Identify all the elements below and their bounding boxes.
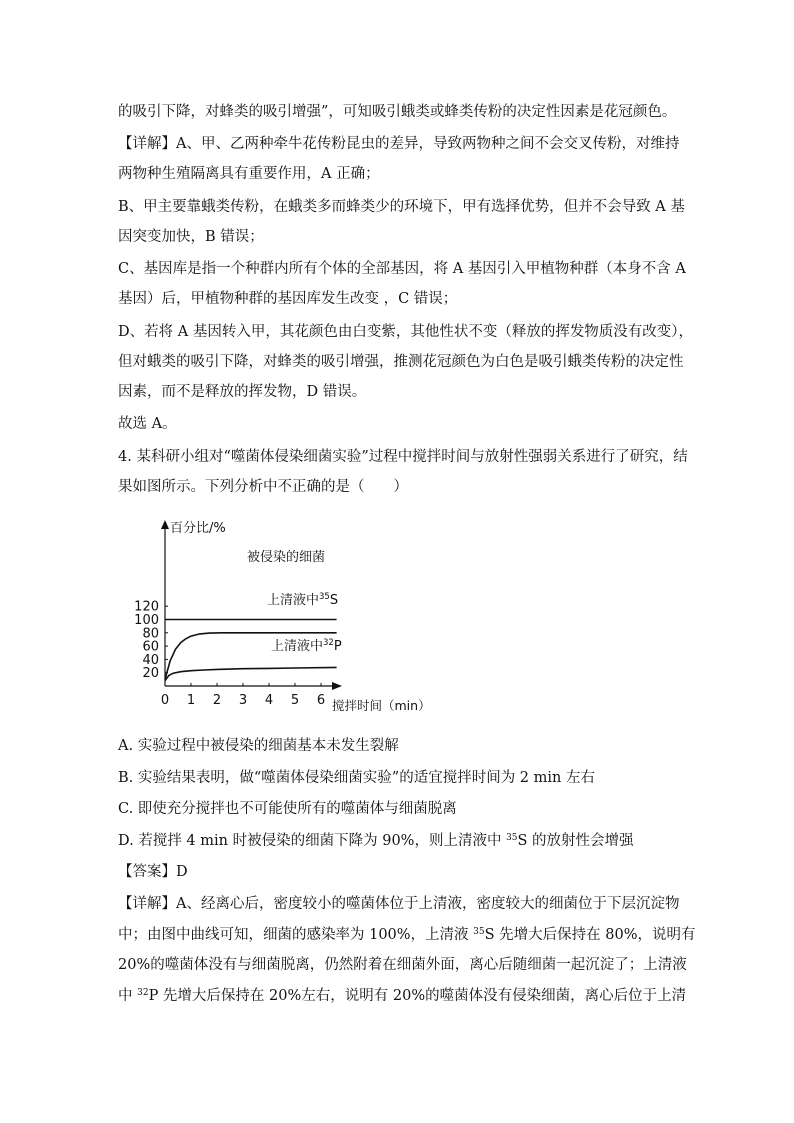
- explanation-line: 20%的噬菌体没有与细菌脱离，仍然附着在细菌外面，离心后随细菌一起沉淀了；上清液: [118, 957, 687, 973]
- option-d-text: D. 若搅拌 4 min 时被侵染的细菌下降为 90%，则上清液中: [118, 833, 507, 849]
- paragraph-line: 因突变加快，B 错误；: [118, 229, 264, 245]
- series-label-infected-bacteria: 被侵染的细菌: [247, 550, 326, 565]
- paragraph-line: B、甲主要靠蛾类传粉，在蛾类多而蜂类少的环境下，甲有选择优势，但并不会导致 A 基: [118, 199, 685, 215]
- y-axis-arrow: [161, 520, 169, 529]
- explanation-text-end: S 先增大后保持在 80%，说明有: [484, 927, 696, 943]
- y-tick-label: 100: [134, 613, 159, 628]
- option-c: C. 即使充分搅拌也不可能使所有的噬菌体与细菌脱离: [118, 801, 457, 817]
- explanation-line: [118, 986, 686, 1006]
- isotope-mass-number: 35: [506, 833, 518, 843]
- detail-heading-line: 【详解】A、甲、乙两种牵牛花传粉昆虫的差异，导致两物种之间不会交叉传粉，对维持: [118, 136, 680, 152]
- question-stem-line: 果如图所示。下列分析中不正确的是（ ）: [118, 479, 408, 495]
- y-axis-title: 百分比/%: [170, 521, 226, 536]
- x-tick-label: 5: [290, 693, 300, 708]
- y-tick-label: 20: [142, 666, 159, 682]
- x-tick-label: 4: [264, 693, 274, 708]
- series-supernatant-32p: [165, 667, 337, 680]
- paragraph-line: 因素，而不是释放的挥发物，D 错误。: [118, 384, 367, 400]
- y-tick-label: 60: [142, 639, 159, 655]
- explanation-line: [118, 925, 696, 945]
- x-tick-label: 1: [186, 693, 196, 708]
- option-b: B. 实验结果表明，做“噬菌体侵染细菌实验”的适宜搅拌时间为 2 min 左右: [118, 770, 595, 786]
- x-axis-title: 搅拌时间（min）: [332, 698, 431, 713]
- paragraph-line: 的吸引下降，对蜂类的吸引增强”，可知吸引蛾类或蜂类传粉的决定性因素是花冠颜色。: [118, 104, 677, 120]
- isotope-mass-number: 35: [473, 927, 485, 937]
- paragraph-line: 两物种生殖隔离具有重要作用，A 正确；: [118, 166, 380, 182]
- paragraph-line: 基因）后，甲植物种群的基因库发生改变 ，C 错误；: [118, 291, 458, 307]
- option-d-text-end: S 的放射性会增强: [517, 833, 634, 849]
- answer-line: 【答案】D: [118, 864, 188, 880]
- stirring-time-chart: [118, 512, 438, 724]
- y-tick-label: 40: [142, 652, 159, 668]
- conclusion-line: 故选 A。: [118, 416, 177, 432]
- option-a: A. 实验过程中被侵染的细菌基本未发生裂解: [118, 738, 399, 754]
- series-label-supernatant-35s: 上清液中$^{35}$S: [267, 592, 339, 608]
- y-tick-label: 120: [134, 599, 159, 615]
- x-tick-label: 3: [238, 693, 248, 708]
- x-tick-label: 0: [160, 693, 170, 708]
- isotope-mass-number: 32: [137, 988, 149, 998]
- paragraph-line: D、若将 A 基因转入甲，其花颜色由白变紫，其他性状不变（释放的挥发物质没有改变），: [118, 324, 694, 340]
- option-d: [118, 831, 634, 851]
- explanation-text-end: P 先增大后保持在 20%左右，说明有 20%的噬菌体没有侵染细菌，离心后位于上清: [148, 988, 687, 1004]
- question-stem-line: 4. 某科研小组对“噬菌体侵染细菌实验”过程中搅拌时间与放射性强弱关系进行了研究，结: [118, 449, 688, 465]
- paragraph-line: 但对蛾类的吸引下降，对蜂类的吸引增强，推测花冠颜色为白色是吸引蛾类传粉的决定性: [118, 354, 684, 370]
- series-label-supernatant-32p: 上清液中$^{32}$P: [271, 638, 342, 654]
- x-tick-label: 6: [316, 693, 326, 708]
- paragraph-line: C、基因库是指一个种群内所有个体的全部基因，将 A 基因引入甲植物种群（本身不含 A: [118, 261, 686, 277]
- chart-labels-group: [134, 521, 430, 713]
- x-tick-label: 2: [212, 693, 222, 708]
- explanation-text: 中: [118, 988, 138, 1004]
- explanation-line: 【详解】A、经离心后，密度较小的噬菌体位于上清液，密度较大的细菌位于下层沉淀物: [118, 896, 680, 912]
- y-tick-label: 80: [142, 626, 159, 642]
- explanation-text: 中；由图中曲线可知，细菌的感染率为 100%，上清液: [118, 927, 474, 943]
- x-axis-arrow: [332, 682, 342, 690]
